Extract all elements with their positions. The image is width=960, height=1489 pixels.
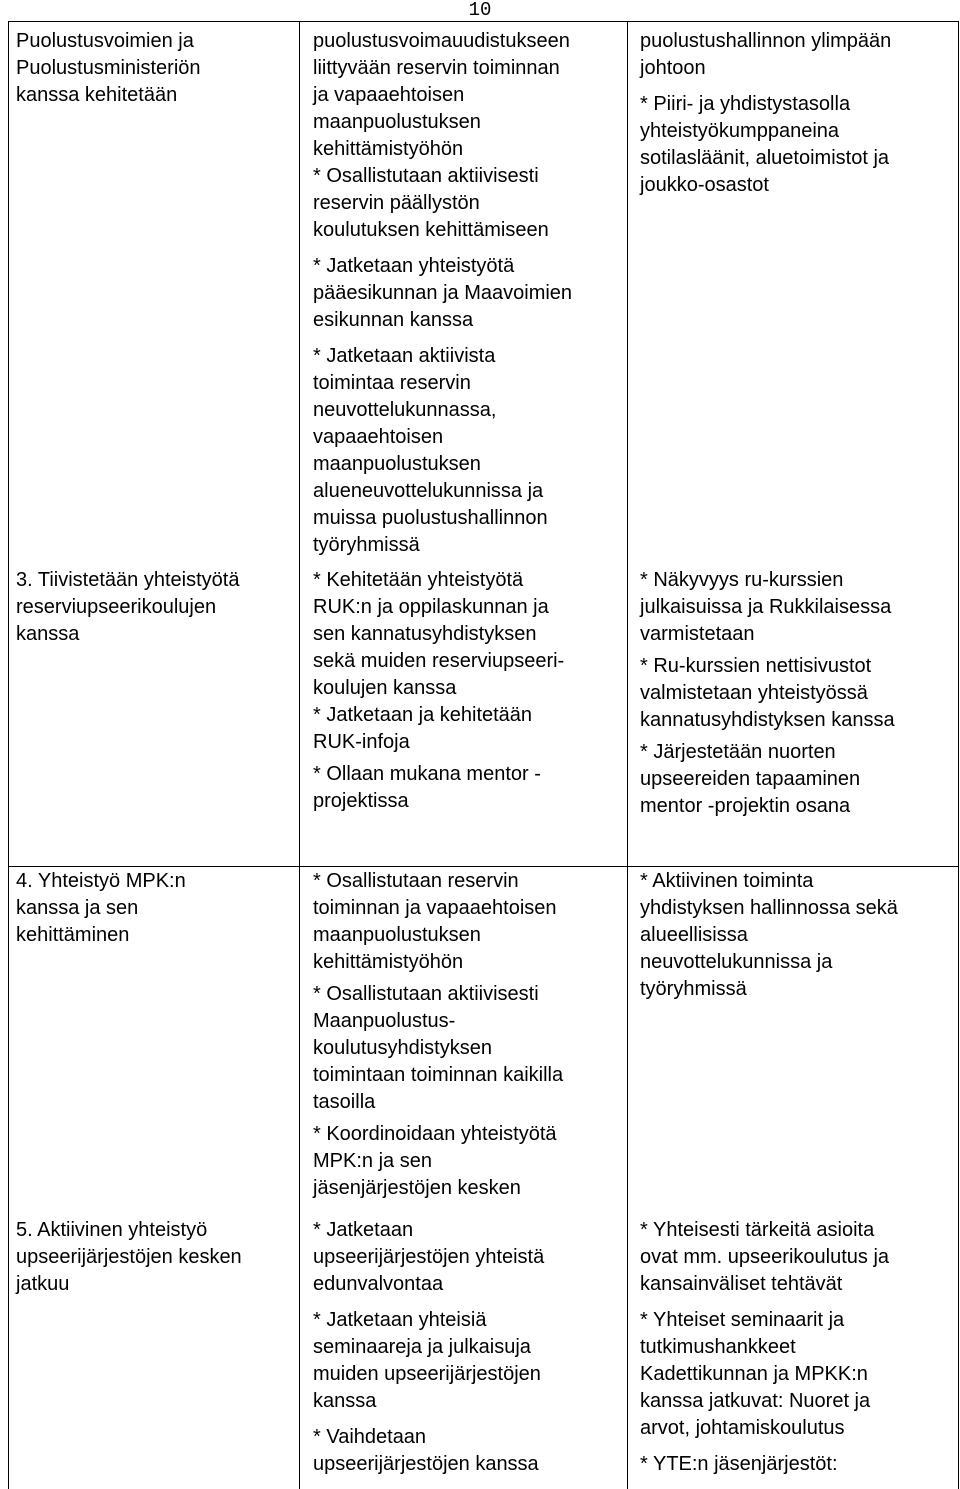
note-text: * Yhteisesti tärkeitä asioita ovat mm. upseerikoulutus ja kansainväliset tehtävät: [640, 1219, 890, 1295]
goal-text: 4. Yhteistyö MPK:n kanssa ja sen kehittäminen: [16, 870, 186, 946]
note-text: * Aktiivinen toiminta yhdistyksen hallinnossa sekä alueellisissa neuvottelukunnissa ja työryhmissä: [640, 870, 898, 1000]
action-text: * Ollaan mukana mentor - projektissa: [313, 763, 541, 812]
actions-cell: [313, 28, 625, 559]
column-divider: [627, 21, 628, 1489]
table-right-border: [958, 21, 959, 1489]
action-text: * Osallistutaan reservin toiminnan ja vapaaehtoisen maanpuolustuksen kehittämistyöhön: [313, 870, 557, 973]
note-text: * Ru-kurssien nettisivustot valmistetaan yhteistyössä kannatusyhdistyksen kanssa: [640, 655, 895, 731]
notes-cell: [640, 1217, 956, 1478]
goal-cell: [16, 567, 296, 648]
action-text: * Vaihdetaan upseerijärjestöjen kanssa: [313, 1426, 539, 1475]
action-text: puolustusvoimauudistukseen liittyvään reservin toiminnan ja vapaaehtoisen maanpuolustuksen kehittämistyöhön * Osallistutaan aktiivisesti reservin päällystön koulutuksen kehittämiseen: [313, 30, 570, 241]
column-divider: [299, 21, 300, 1489]
note-text: * Näkyvyys ru-kurssien julkaisuissa ja Rukkilaisessa varmistetaan: [640, 569, 892, 645]
action-text: * Jatketaan upseerijärjestöjen yhteistä edunvalvontaa: [313, 1219, 545, 1295]
goal-text: 3. Tiivistetään yhteistyötä reserviupseerikoulujen kanssa: [16, 569, 240, 645]
action-text: * Jatketaan yhteisiä seminaareja ja julkaisuja muiden upseerijärjestöjen kanssa: [313, 1309, 541, 1412]
notes-cell: [640, 28, 956, 199]
note-text: puolustushallinnon ylimpään johtoon: [640, 30, 892, 79]
note-text: * Järjestetään nuorten upseereiden tapaaminen mentor -projektin osana: [640, 741, 861, 817]
goal-text: 5. Aktiivinen yhteistyö upseerijärjestöjen kesken jatkuu: [16, 1219, 242, 1295]
notes-cell: [640, 567, 956, 820]
note-text: * Yhteiset seminaarit ja tutkimushankkeet Kadettikunnan ja MPKK:n kanssa jatkuvat: Nuoret ja arvot, johtamiskoulutus: [640, 1309, 871, 1439]
page-number: 10: [468, 0, 492, 21]
goal-cell: [16, 28, 296, 109]
action-text: * Jatketaan yhteistyötä pääesikunnan ja Maavoimien esikunnan kanssa: [313, 255, 573, 331]
goal-cell: [16, 868, 296, 949]
action-text: * Kehitetään yhteistyötä RUK:n ja oppilaskunnan ja sen kannatusyhdistyksen sekä muiden reserviupseeri- koulujen kanssa * Jatketaan ja kehitetään RUK-infoja: [313, 569, 565, 753]
note-text: * YTE:n jäsenjärjestöt:: [640, 1453, 838, 1475]
action-text: * Koordinoidaan yhteistyötä MPK:n ja sen jäsenjärjestöjen kesken: [313, 1123, 557, 1199]
actions-cell: [313, 567, 625, 815]
table-top-border: [8, 21, 959, 22]
action-text: * Osallistutaan aktiivisesti Maanpuolustus- koulutusyhdistyksen toimintaan toiminnan kaikilla tasoilla: [313, 983, 564, 1113]
table-left-border: [8, 21, 9, 1489]
action-text: * Jatketaan aktiivista toimintaa reservin neuvottelukunnassa, vapaaehtoisen maanpuolustuksen alueneuvottelukunnissa ja muissa puolustushallinnon työryhmissä: [313, 345, 548, 556]
goal-cell: [16, 1217, 296, 1298]
notes-cell: [640, 868, 956, 1003]
actions-cell: [313, 1217, 625, 1478]
actions-cell: [313, 868, 625, 1202]
row-divider: [8, 866, 959, 867]
goal-text: Puolustusvoimien ja Puolustusministeriön kanssa kehitetään: [16, 30, 201, 106]
note-text: * Piiri- ja yhdistystasolla yhteistyökumppaneina sotilasläänit, aluetoimistot ja joukko-osastot: [640, 93, 890, 196]
